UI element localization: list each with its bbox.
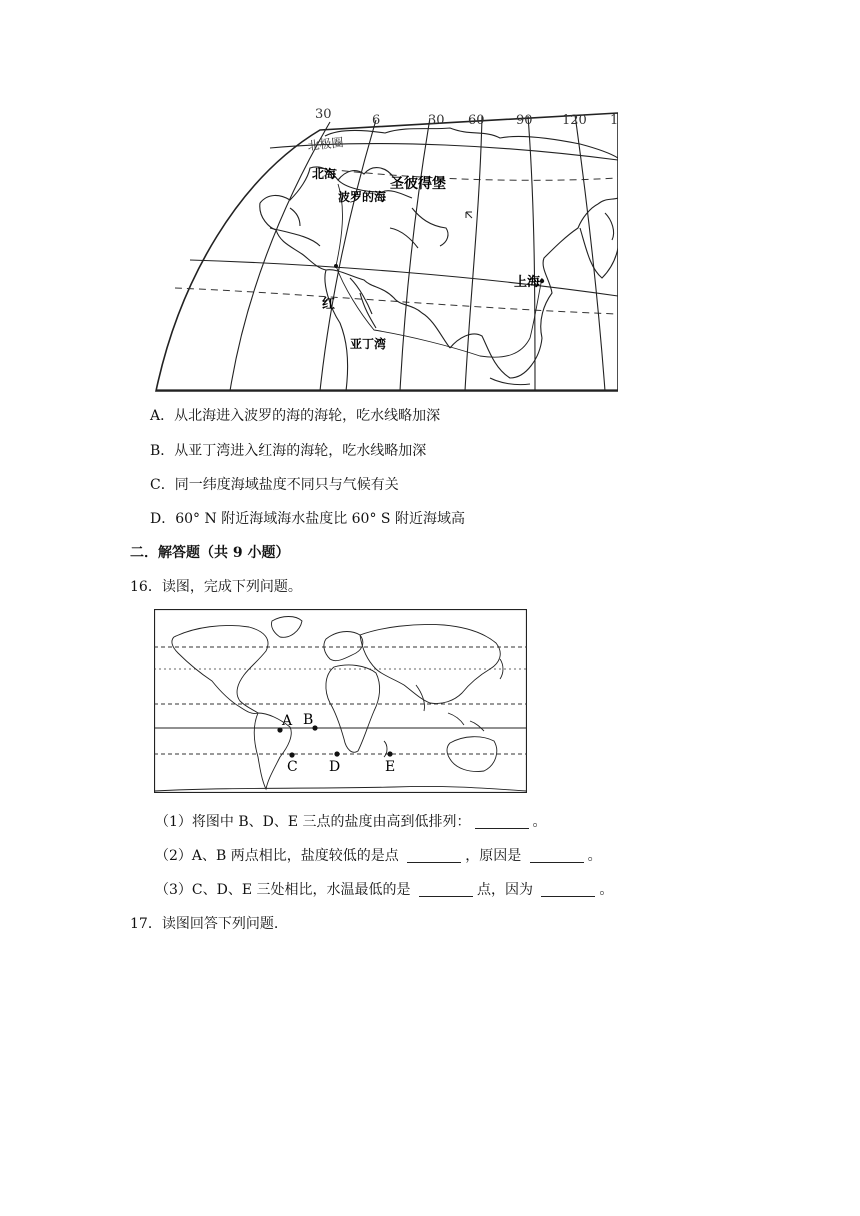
- map-label-b: B: [303, 712, 314, 728]
- section-title: 二．解答题（共 9 小题）: [130, 545, 290, 561]
- eurasia-map-figure: [150, 108, 618, 392]
- meridian-label: 30: [428, 113, 445, 128]
- map-label-a: A: [282, 713, 293, 729]
- meridian-label: 90: [516, 113, 533, 128]
- answer-blank[interactable]: [541, 882, 595, 897]
- question-17-stem: 17．读图回答下列问题.: [130, 916, 279, 932]
- label-baltic-sea: 波罗的海: [338, 190, 387, 204]
- world-map-figure: [154, 609, 527, 793]
- label-north-sea: 北海: [312, 167, 337, 181]
- label-gulf-of-aden: 亚丁湾: [350, 337, 387, 351]
- meridian-label: 6: [372, 113, 381, 128]
- answer-blank[interactable]: [475, 814, 529, 829]
- option-d: D．60° N 附近海域海水盐度比 60° S 附近海域高: [150, 511, 465, 527]
- label-st-petersburg: 圣彼得堡: [390, 176, 446, 192]
- map-point-d: [334, 751, 339, 756]
- meridian-label: 60: [468, 113, 485, 128]
- label-north-polar: 北极圈: [306, 135, 345, 153]
- map-label-c: C: [287, 759, 298, 775]
- answer-blank[interactable]: [419, 882, 473, 897]
- meridian-label: 1: [610, 113, 618, 128]
- meridian-label: 120: [562, 113, 587, 128]
- option-b: B．从亚丁湾进入红海的海轮，吃水线略加深: [150, 443, 427, 459]
- map-label-e: E: [385, 759, 396, 775]
- question-16-sub3: （3）C、D、E 三处相比，水温最低的是 点，因为 。: [155, 882, 614, 898]
- question-16-sub1: （1）将图中 B、D、E 三点的盐度由高到低排列： 。: [155, 814, 547, 830]
- label-red-sea: 红: [322, 297, 336, 312]
- answer-blank[interactable]: [407, 848, 461, 863]
- map-label-d: D: [329, 759, 341, 775]
- meridian-label: 30: [315, 108, 332, 122]
- option-a: A．从北海进入波罗的海的海轮，吃水线略加深: [150, 408, 441, 424]
- option-c: C．同一纬度海域盐度不同只与气候有关: [150, 477, 399, 493]
- map-point-e: [387, 751, 392, 756]
- label-shanghai: 上海: [514, 275, 541, 290]
- question-16-sub2: （2）A、B 两点相比，盐度较低的是点 ，原因是 。: [155, 848, 602, 864]
- answer-blank[interactable]: [530, 848, 584, 863]
- map-point-c: [289, 752, 294, 757]
- question-16-stem: 16．读图，完成下列问题。: [130, 579, 302, 595]
